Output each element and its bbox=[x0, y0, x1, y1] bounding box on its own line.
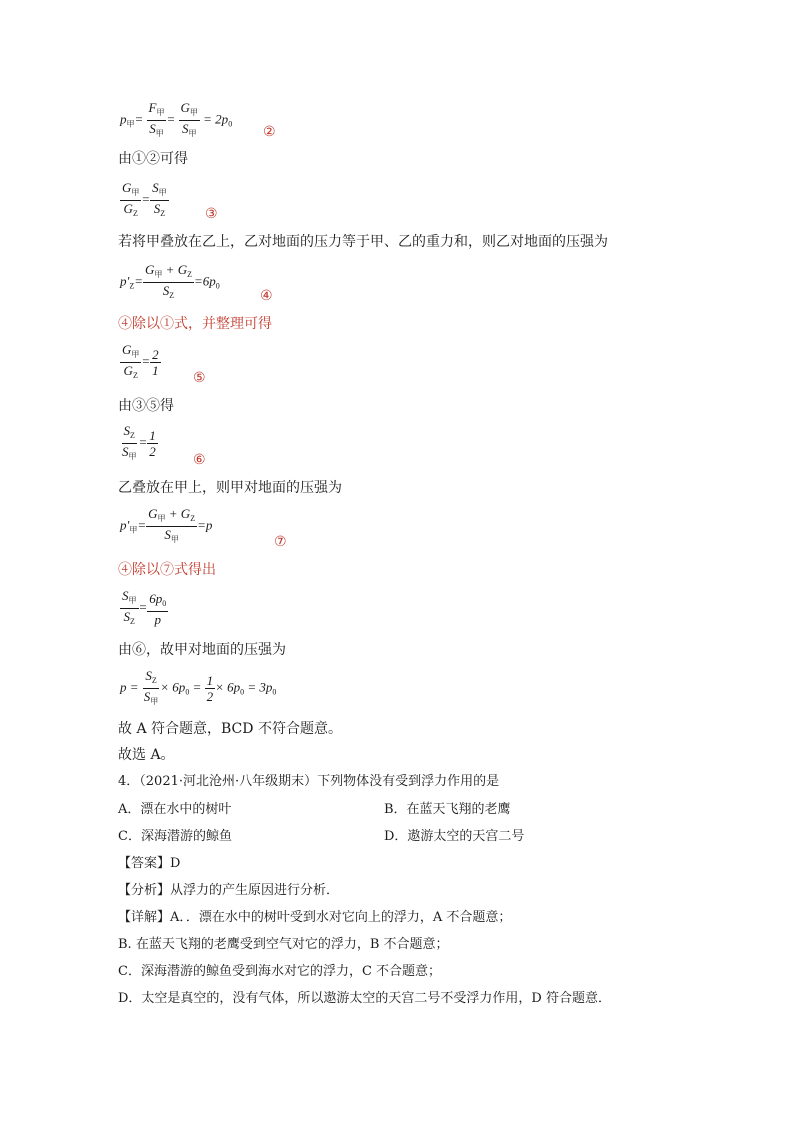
text-line: 由⑥，故甲对地面的压强为 bbox=[118, 642, 286, 658]
equation-ratio: $\frac{S_甲}{S_Z}$ = $\frac{6p_0}{p}$ bbox=[122, 588, 167, 627]
equation-7: $p'_甲=$ $\frac{G_甲 + G_Z}{S_甲}$ =p bbox=[120, 506, 213, 544]
equation-final: p = $\frac{S_Z}{S_甲}$ × $6p_0$ = $\frac{1}{2}$ × $6p_0 = 3p_0$ bbox=[120, 668, 277, 706]
option-d: D．遨游太空的天宫二号 bbox=[384, 829, 525, 844]
detail-line: C．深海潜游的鲸鱼受到海水对它的浮力，C 不合题意； bbox=[118, 964, 442, 979]
answer: 【答案】D bbox=[118, 856, 181, 871]
equation-5: $\frac{G_甲}{G_Z}$ = $\frac{2}{1}$ bbox=[122, 342, 159, 380]
equation-6: $\frac{S_Z}{S_甲}$ = $\frac{1}{2}$ bbox=[122, 423, 156, 461]
option-a: A．漂在水中的树叶 bbox=[118, 802, 232, 817]
detail-line: B. 在蓝天飞翔的老鹰受到空气对它的浮力，B 不合题意； bbox=[118, 937, 449, 952]
label-5: ⑤ bbox=[193, 370, 206, 386]
text-line: 若将甲叠放在乙上，乙对地面的压力等于甲、乙的重力和，则乙对地面的压强为 bbox=[118, 234, 608, 250]
text-line: 由①②可得 bbox=[118, 151, 188, 167]
text-line: 故选 A。 bbox=[118, 747, 175, 763]
label-3: ③ bbox=[205, 206, 218, 222]
question-4: 4．（2021·河北沧州·八年级期末）下列物体没有受到浮力作用的是 bbox=[118, 774, 500, 789]
label-2: ② bbox=[263, 124, 276, 140]
option-b: B．在蓝天飞翔的老鹰 bbox=[384, 802, 511, 817]
text-line: 故 A 符合题意，BCD 不符合题意。 bbox=[118, 721, 342, 737]
text-line: 乙叠放在甲上，则甲对地面的压强为 bbox=[118, 480, 342, 496]
equation-4: $p'_Z=$ $\frac{G_甲 + G_Z}{S_Z}$ $=6p_0$ bbox=[120, 262, 220, 300]
label-7: ⑦ bbox=[274, 534, 287, 550]
option-c: C．深海潜游的鲸鱼 bbox=[118, 829, 232, 844]
text-line: ④除以⑦式得出 bbox=[118, 562, 216, 578]
equation-2: $p_甲=$ $\frac{F_甲}{S_甲}$ = $\frac{G_甲}{S_甲}$ = $2p_0$ bbox=[120, 100, 233, 138]
label-6: ⑥ bbox=[193, 452, 206, 468]
analysis: 【分析】从浮力的产生原因进行分析． bbox=[118, 883, 340, 898]
text-line: 由③⑤得 bbox=[118, 398, 174, 414]
text-line: ④除以①式，并整理可得 bbox=[118, 316, 272, 332]
detail-line: 【详解】A．．漂在水中的树叶受到水对它向上的浮力，A 不合题意； bbox=[118, 910, 512, 925]
label-4: ④ bbox=[260, 288, 273, 304]
detail-line: D．太空是真空的，没有气体，所以遨游太空的天宫二号不受浮力作用，D 符合题意． bbox=[118, 991, 611, 1006]
equation-3: $\frac{G_甲}{G_Z}$ = $\frac{S_甲}{S_Z}$ bbox=[122, 180, 167, 218]
